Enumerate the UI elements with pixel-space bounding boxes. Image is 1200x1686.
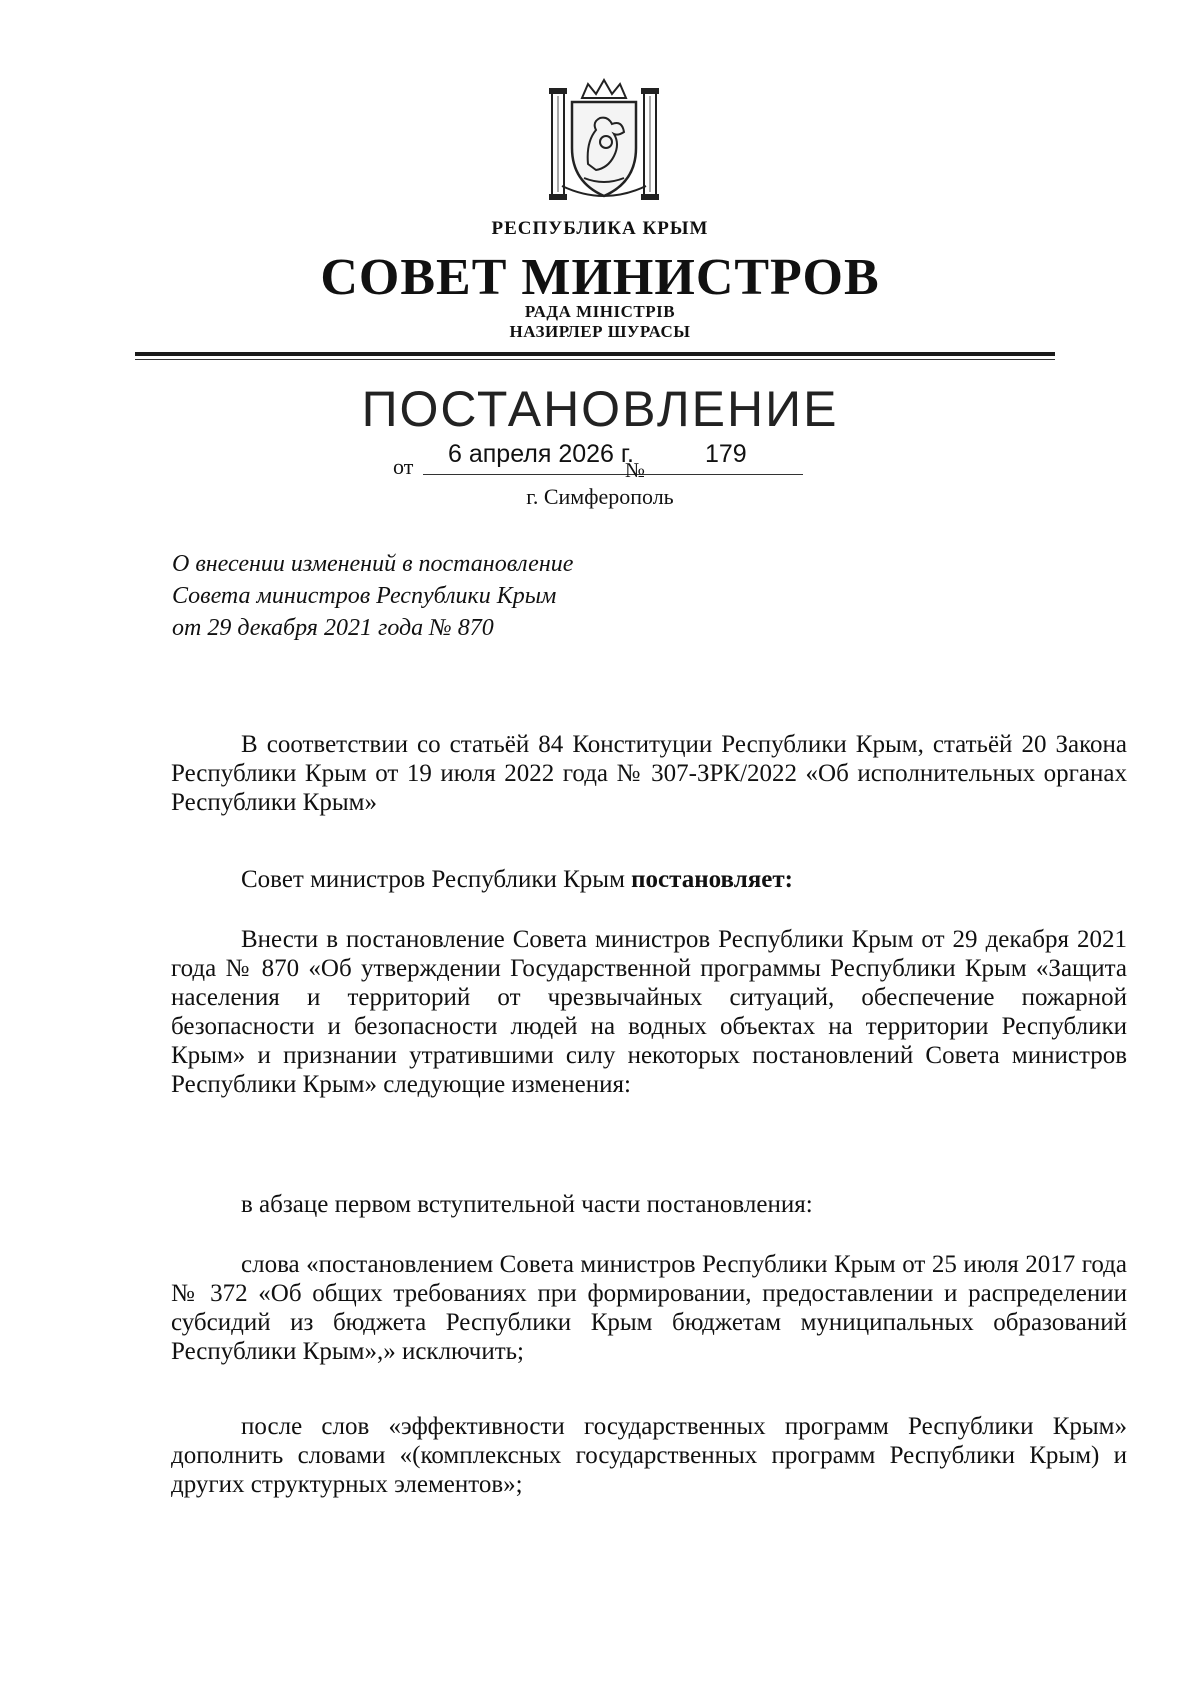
decree-verb: постановляет: [631,866,793,893]
document-type: ПОСТАНОВЛЕНИЕ [361,381,839,437]
council-title-crimean-tatar: НАЗИРЛЕР ШУРАСЫ [509,322,691,341]
paragraph-text: в абзаце первом вступительной части постановления: [241,1191,813,1218]
date-underline [423,474,803,475]
amendment-paragraph-2 [171,1250,1127,1366]
paragraph-text: Внести в постановление Совета министров Республики Крым от 29 декабря 2021 года № 870 «Об утверждении Государственной программы Республики Крым «Защита населения и территорий от чрезвычайных ситуаций, обеспечение пожарной безопасности и безопасности людей на водных объектах на территории Республики Крым» и признании утратившими силу некоторых постановлений Совета министров Республики Крым» следующие изменения: [171,926,1127,1098]
decree-intro: Совет министров Республики Крым [241,866,632,893]
date-from-label: от [393,454,414,479]
republic-name: РЕСПУБЛИКА КРЫМ [491,218,709,239]
council-title-ukrainian: РАДА МІНІСТРІВ [524,302,676,321]
paragraph-text [171,865,1127,894]
heading-line: О внесении изменений в постановление [172,551,574,577]
document-heading [172,548,732,644]
decree-paragraph [171,865,1127,894]
header-divider-thin [135,359,1055,360]
number-label: № [625,458,646,482]
heading-line: от 29 декабря 2021 года № 870 [172,615,494,641]
document-number: 179 [705,440,747,468]
document-date: 6 апреля 2026 г. [448,440,634,468]
header-divider-thick [135,352,1055,356]
coat-of-arms-icon [548,78,660,202]
paragraph-text: В соответствии со статьёй 84 Конституции Республики Крым, статьёй 20 Закона Республики Крым от 19 июля 2022 года № 307-ЗРК/2022 «Об исполнительных органах Республики Крым» [171,731,1127,816]
amendment-paragraph-3 [171,1412,1127,1499]
paragraph-text: после слов «эффективности государственных программ Республики Крым» дополнить словами «(комплексных государственных программ Республики Крым) и других структурных элементов»; [171,1413,1127,1498]
document-city: г. Симферополь [526,484,674,509]
basis-paragraph [171,730,1127,817]
amendment-paragraph-1 [171,1190,1127,1219]
council-title: СОВЕТ МИНИСТРОВ [320,249,880,306]
paragraph-text: слова «постановлением Совета министров Республики Крым от 25 июля 2017 года № 372 «Об общих требованиях при формировании, предоставлении и распределении субсидий из бюджета Республики Крым бюджетам муниципальных образований Республики Крым»,» исключить; [171,1251,1127,1365]
main-paragraph [171,925,1127,1099]
heading-line: Совета министров Республики Крым [172,583,557,609]
